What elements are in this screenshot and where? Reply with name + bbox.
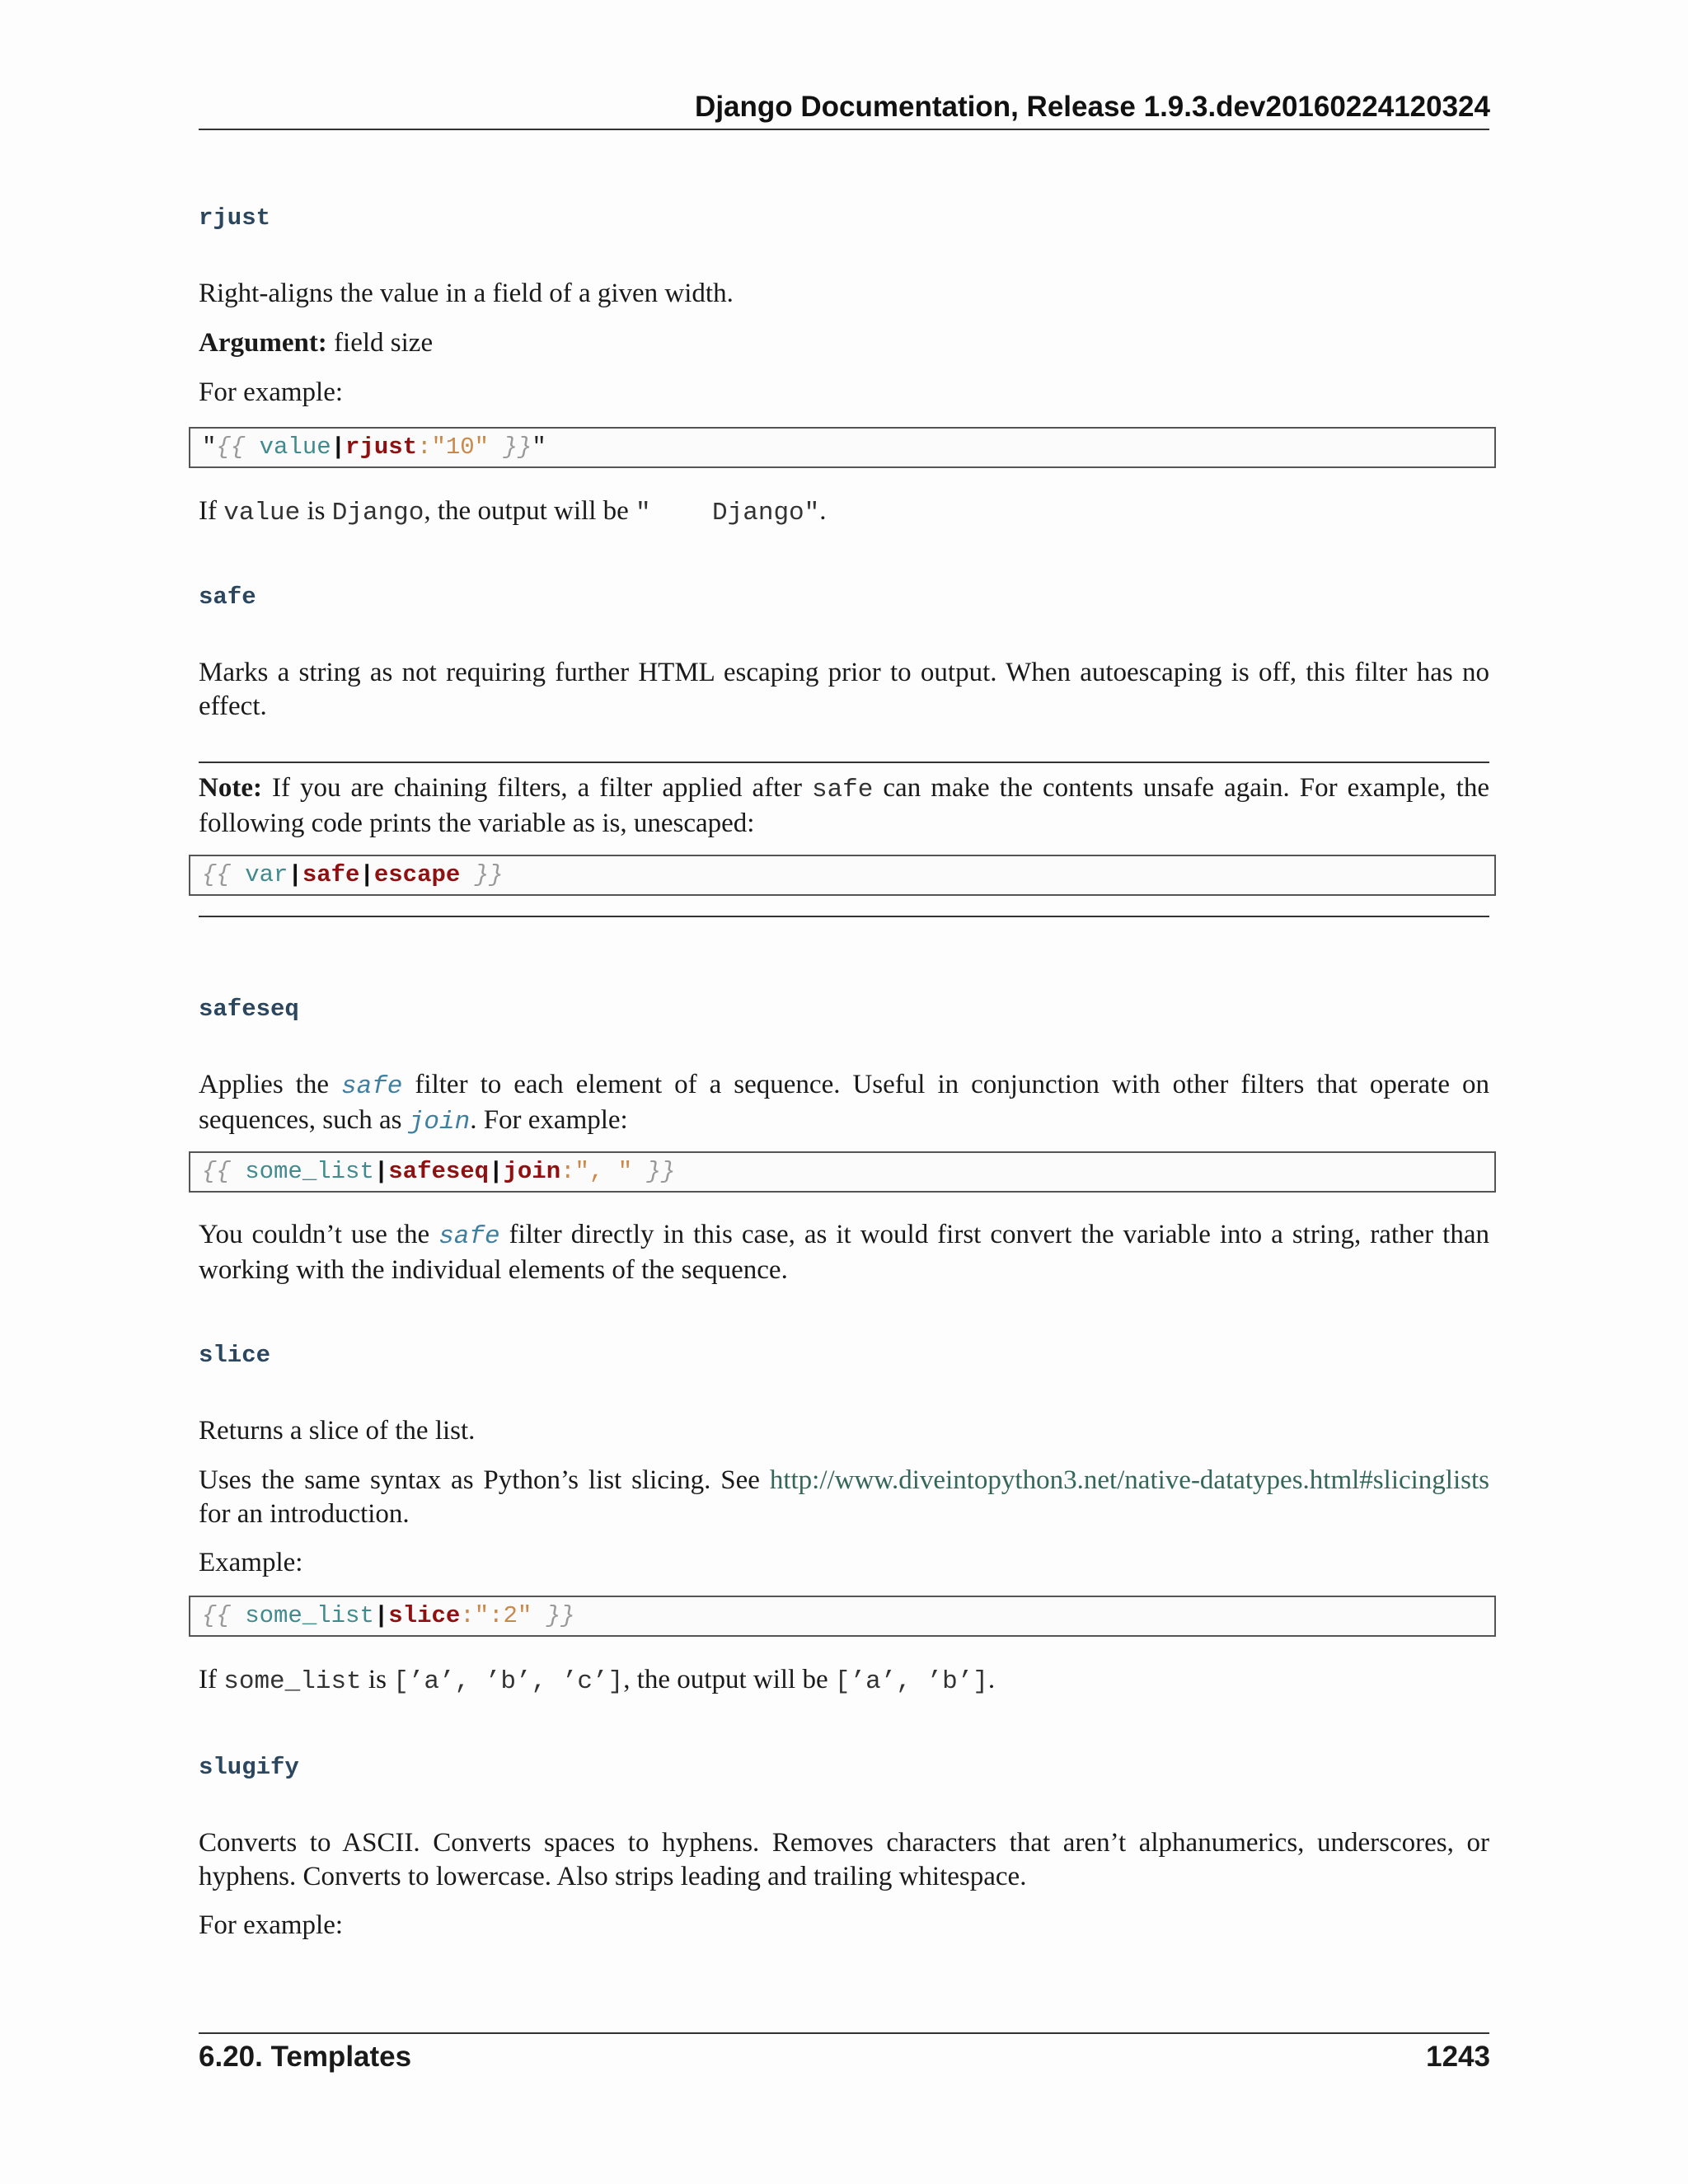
- argument-value: field size: [326, 328, 434, 358]
- inline-code: " Django": [635, 499, 820, 527]
- rjust-argument: [199, 326, 1489, 360]
- text: . For example:: [470, 1105, 628, 1135]
- safeseq-paragraph-2: [199, 1218, 1489, 1287]
- code-argument: ", ": [574, 1158, 633, 1185]
- note-bottom-rule: [199, 916, 1489, 917]
- code-variable: some_list: [245, 1158, 374, 1185]
- slice-code-block: [189, 1596, 1496, 1637]
- slice-description: Returns a slice of the list.: [199, 1416, 476, 1446]
- text: for an introduction.: [199, 1499, 410, 1529]
- rjust-description: Right-aligns the value in a field of a given width.: [199, 279, 734, 308]
- code-filter: safeseq: [388, 1158, 490, 1185]
- text: is: [300, 496, 332, 526]
- code-open-delim: {{: [202, 861, 246, 888]
- safe-note: [199, 771, 1489, 841]
- safe-filter-link[interactable]: safe: [438, 1222, 500, 1251]
- code-filter: safe: [302, 861, 360, 888]
- code-open-delim: {{: [202, 1602, 246, 1629]
- code-colon: :: [417, 434, 432, 461]
- code-close-delim: }}: [632, 1158, 676, 1185]
- text: If: [199, 496, 224, 526]
- text: , the output will be: [424, 496, 636, 526]
- code-close-delim: }}: [489, 434, 532, 461]
- text: , the output will be: [623, 1665, 835, 1694]
- rjust-result: [199, 494, 1489, 530]
- code-quote: ": [202, 434, 217, 461]
- safe-code-block: [189, 855, 1496, 896]
- code-pipe: |: [373, 1602, 389, 1629]
- code-filter: rjust: [345, 434, 418, 461]
- argument-label: Argument:: [199, 328, 327, 358]
- note-label: Note:: [199, 773, 262, 803]
- inline-code: some_list: [223, 1667, 362, 1696]
- code-quote: ": [532, 434, 546, 461]
- code-pipe: |: [489, 1158, 504, 1185]
- slice-example-label: Example:: [199, 1548, 303, 1577]
- join-filter-link[interactable]: join: [408, 1108, 471, 1137]
- text: Applies the: [199, 1070, 341, 1099]
- rjust-heading: rjust: [199, 204, 271, 232]
- inline-code: Django: [331, 499, 424, 527]
- safe-filter-link[interactable]: safe: [341, 1072, 403, 1101]
- text: Uses the same syntax as Python’s list slicing. See: [199, 1465, 770, 1495]
- code-open-delim: {{: [202, 1158, 246, 1185]
- slice-result: [199, 1663, 1489, 1699]
- code-filter: join: [503, 1158, 561, 1185]
- code-pipe: |: [359, 861, 374, 888]
- safeseq-heading: safeseq: [199, 996, 299, 1023]
- note-top-rule: [199, 762, 1489, 763]
- inline-code: [’a’, ’b’]: [834, 1667, 988, 1696]
- text: .: [819, 496, 827, 526]
- code-variable: var: [245, 861, 288, 888]
- safeseq-code-block: [189, 1151, 1496, 1193]
- text: filter to each element of a sequence. Useful in conjunction with other filters that operate on sequences, such as: [199, 1070, 1489, 1135]
- safe-description: Marks a string as not requiring further HTML escaping prior to output. When autoescaping is off, this filter has no effect.: [199, 658, 1489, 721]
- footer-section: 6.20. Templates: [199, 2041, 412, 2073]
- code-open-delim: {{: [216, 434, 260, 461]
- slugify-heading: slugify: [199, 1754, 299, 1781]
- slugify-example-label: For example:: [199, 1910, 344, 1940]
- code-variable: value: [259, 434, 331, 461]
- safe-heading: safe: [199, 583, 256, 611]
- text: is: [361, 1665, 394, 1694]
- code-argument: ":2": [474, 1602, 532, 1629]
- code-colon: :: [460, 1602, 475, 1629]
- inline-code: safe: [811, 776, 874, 804]
- slice-heading: slice: [199, 1342, 271, 1369]
- running-header: Django Documentation, Release 1.9.3.dev20160224120324: [695, 91, 1490, 123]
- footer-page-number: 1243: [1426, 2041, 1490, 2073]
- header-rule: [199, 129, 1489, 130]
- diveintopython-link[interactable]: http://www.diveintopython3.net/native-datatypes.html#slicinglists: [769, 1465, 1489, 1495]
- code-pipe: |: [373, 1158, 389, 1185]
- text: .: [987, 1665, 996, 1694]
- text: If: [199, 1665, 224, 1694]
- code-filter: escape: [373, 861, 461, 888]
- code-close-delim: }}: [532, 1602, 575, 1629]
- text: can make the contents unsafe again. For example, the following code prints the variable as is, unescaped:: [199, 773, 1489, 838]
- footer-rule: [199, 2032, 1489, 2034]
- inline-code: value: [223, 499, 301, 527]
- code-pipe: |: [331, 434, 346, 461]
- text: If you are chaining filters, a filter applied after: [261, 773, 812, 803]
- code-colon: :: [560, 1158, 575, 1185]
- slice-paragraph-2: [199, 1464, 1489, 1531]
- text: filter directly in this case, as it would first convert the variable into a string, rather than working with the individual elements of the sequence.: [199, 1220, 1489, 1285]
- code-filter: slice: [388, 1602, 461, 1629]
- inline-code: [’a’, ’b’, ’c’]: [393, 1667, 624, 1696]
- rjust-code-block: [189, 427, 1496, 468]
- code-close-delim: }}: [460, 861, 504, 888]
- rjust-example-label: For example:: [199, 377, 344, 407]
- text: You couldn’t use the: [199, 1220, 439, 1249]
- slugify-description: Converts to ASCII. Converts spaces to hyphens. Removes characters that aren’t alphanumerics, underscores, or hyphens. Converts to lowercase. Also strips leading and trailing whitespace.: [199, 1828, 1489, 1891]
- code-variable: some_list: [245, 1602, 374, 1629]
- code-pipe: |: [288, 861, 302, 888]
- safeseq-paragraph-1: [199, 1068, 1489, 1139]
- code-argument: "10": [431, 434, 490, 461]
